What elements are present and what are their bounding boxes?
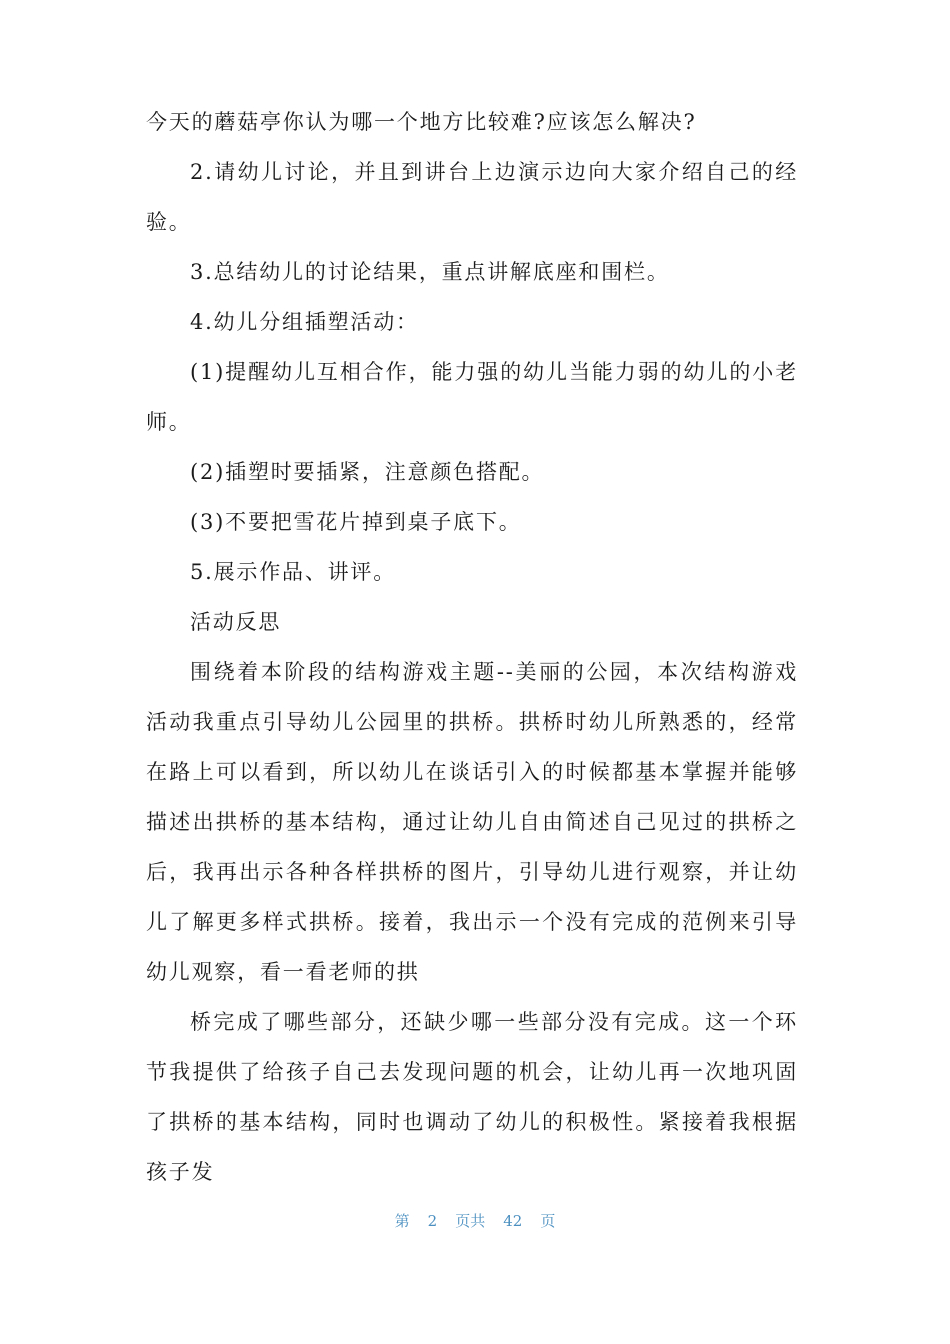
paragraph: 桥完成了哪些部分，还缺少哪一些部分没有完成。这一个环节我提供了给孩子自己去发现问题的机会，让幼儿再一次地巩固了拱桥的基本结构，同时也调动了幼儿的积极性。紧接着我根据孩子发 xyxy=(146,1010,798,1184)
footer-label-end: 页 xyxy=(540,1212,556,1230)
paragraph: (1)提醒幼儿互相合作，能力强的幼儿当能力弱的幼儿的小老师。 xyxy=(146,360,798,434)
paragraph: 3.总结幼儿的讨论结果，重点讲解底座和围栏。 xyxy=(190,260,670,284)
paragraph: (2)插塑时要插紧，注意颜色搭配。 xyxy=(190,460,545,484)
footer-current-page: 2 xyxy=(427,1212,438,1230)
paragraph: (3)不要把雪花片掉到桌子底下。 xyxy=(190,510,522,534)
paragraph: 今天的蘑菇亭你认为哪一个地方比较难?应该怎么解决? xyxy=(146,110,697,134)
footer-total-pages: 42 xyxy=(503,1212,523,1230)
paragraph: 5.展示作品、讲评。 xyxy=(190,560,397,584)
footer-label-of: 页共 xyxy=(455,1212,486,1230)
section-heading: 活动反思 xyxy=(190,610,282,634)
paragraph: 围绕着本阶段的结构游戏主题--美丽的公园，本次结构游戏活动我重点引导幼儿公园里的拱桥。拱桥时幼儿所熟悉的，经常在路上可以看到，所以幼儿在谈话引入的时候都基本掌握并能够描述出拱桥的基本结构，通过让幼儿自由简述自己见过的拱桥之后，我再出示各种各样拱桥的图片，引导幼儿进行观察，并让幼儿了解更多样式拱桥。接着，我出示一个没有完成的范例来引导幼儿观察，看一看老师的拱 xyxy=(146,660,798,984)
document-body xyxy=(146,97,798,1197)
footer-label-page: 第 xyxy=(394,1212,410,1230)
paragraph: 4.幼儿分组插塑活动： xyxy=(190,310,419,334)
paragraph: 2.请幼儿讨论，并且到讲台上边演示边向大家介绍自己的经验。 xyxy=(146,160,798,234)
page-footer xyxy=(0,1210,950,1231)
